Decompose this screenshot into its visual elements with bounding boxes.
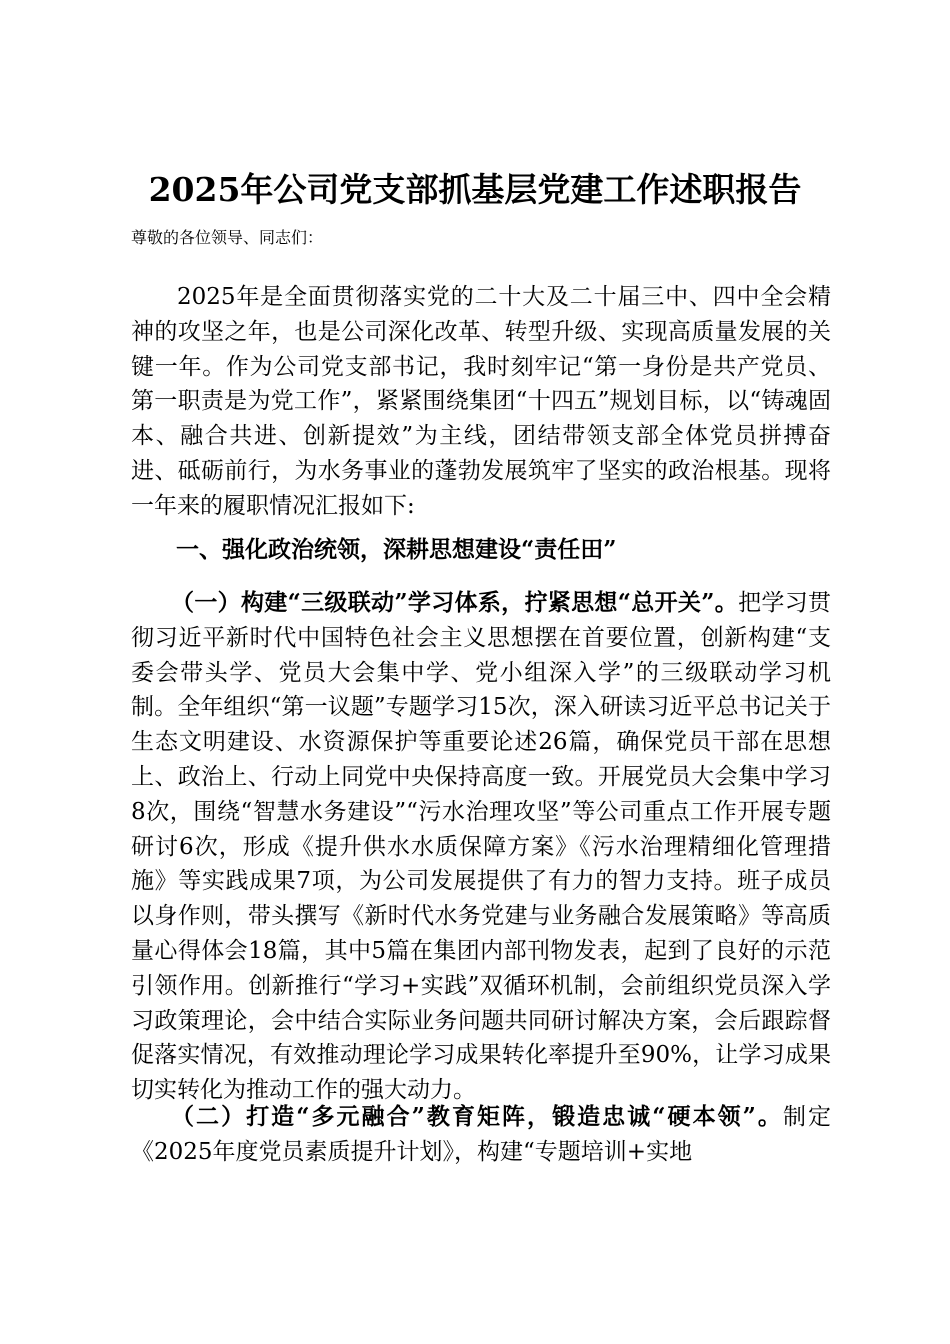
intro-paragraph: 2025年是全面贯彻落实党的二十大及二十届三中、四中全会精神的攻坚之年，也是公司深化改革、转型升级、实现高质量发展的关键一年。作为公司党支部书记，我时刻牢记“第一身份是共产党员、第一职责是为党工作”，紧紧围绕集团“十四五”规划目标，以“铸魂固本、融合共进、创新提效”为主线，团结带领支部全体党员拼搏奋进、砥砺前行，为水务事业的蓬勃发展筑牢了坚实的政治根基。现将一年来的履职情况汇报如下: (131, 284, 831, 519)
section-1-heading: 一、强化政治统领，深耕思想建设“责任田” (176, 536, 617, 563)
subsection-1-heading: （一）构建“三级联动”学习体系，拧紧思想“总开关”。 (171, 589, 739, 616)
subsection-2-body: 制定《2025年度党员素质提升计划》，构建“专题培训+实地 (131, 1104, 832, 1165)
subsection-1-body: 把学习贯彻习近平新时代中国特色社会主义思想摆在首要位置，创新构建“支委会带头学、党员大会集中学、党小组深入学”的三级联动学习机制。全年组织“第一议题”专题学习15次，深入研读习近平总书记关于生态文明建设、水资源保护等重要论述26篇，确保党员干部在思想上、政治上、行动上同党中央保持高度一致。开展党员大会集中学习8次，围绕“智慧水务建设”“污水治理攻坚”等公司重点工作开展专题研讨6次，形成《提升供水水质保障方案》《污水治理精细化管理措施》等实践成果7项，为公司发展提供了有力的智力支持。班子成员以身作则，带头撰写《新时代水务党建与业务融合发展策略》等高质量心得体会18篇，其中5篇在集团内部刊物发表，起到了良好的示范引领作用。创新推行“学习+实践”双循环机制，会前组织党员深入学习政策理论，会中结合实际业务问题共同研讨解决方案，会后跟踪督促落实情况，有效推动理论学习成果转化率提升至90%，让学习成果切实转化为推动工作的强大动力。 (131, 590, 832, 1104)
subsection-2-paragraph (131, 1100, 831, 1170)
document-title: 2025年公司党支部抓基层党建工作述职报告 (148, 170, 802, 209)
subsection-2-heading: （二）打造“多元融合”教育矩阵，锻造忠诚“硬本领”。 (171, 1103, 783, 1130)
subsection-1-paragraph (131, 586, 831, 1108)
salutation: 尊敬的各位领导、同志们： (131, 228, 324, 247)
